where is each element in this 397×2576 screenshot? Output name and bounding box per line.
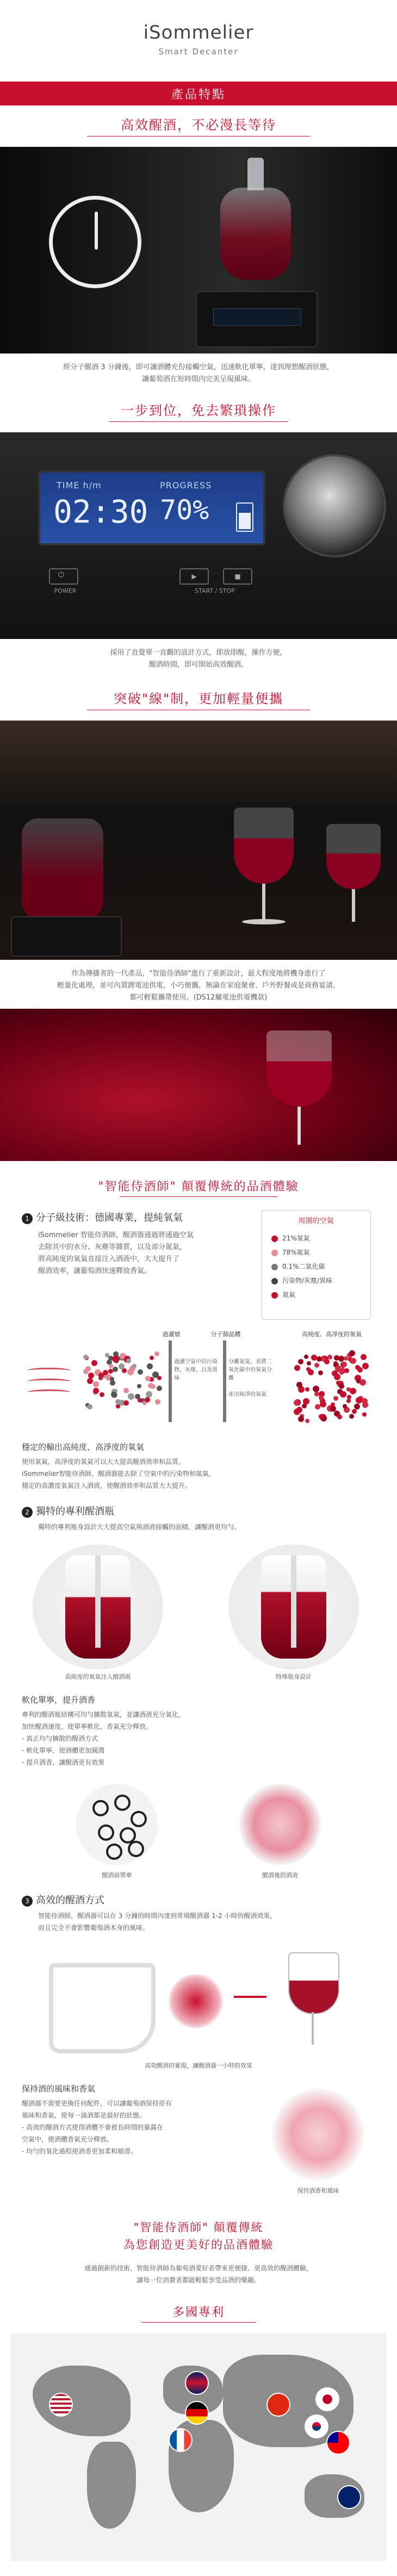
molecule-dot [305,1419,309,1423]
section6-title: 多國專利 [172,2306,225,2319]
molecule-dot [157,1386,162,1391]
section1-caption [0,362,397,386]
tannin-molecule [92,1800,109,1816]
germany-flag-icon [185,2401,209,2425]
flavor-diagram [272,2088,364,2181]
body-line: 風味和香氣，使每一滴酒都是最好的狀態。 [22,2112,146,2119]
molecule-dot [344,1368,349,1373]
molecule-dot [111,1392,117,1398]
play-button[interactable]: ▶ [179,568,209,585]
lcd-time-value: 02:30 [53,493,148,530]
molecule-dot [361,1354,367,1360]
list-item: - 真正均勻擴散的醒酒方式 [22,1735,98,1742]
molecule-dot [155,1399,160,1405]
molecule-dot [314,1363,319,1368]
brand-name: iSommelier [143,22,254,44]
tannin-molecule [128,1841,144,1857]
legend-swatch [271,1264,278,1270]
lifestyle-photo [0,721,397,960]
molecule-dot [303,1398,309,1405]
caption-line: 輕量化處理，並可內置鋰電池供電，小巧便攜，無論在家庭聚會、戶外野餐或是商務宴請， [57,982,340,990]
body-line: 醒酒效率，讓葡萄酒快速釋放香氣。 [38,1267,152,1275]
tannin-block [22,1694,375,1768]
legend-label: 污染物/灰塵/異味 [282,1277,333,1284]
molecule-dot [109,1364,113,1368]
brand-header [0,0,397,65]
molecule-dot [306,1367,311,1371]
body-line: iSommelier智能侍酒師，醒酒器能去除了空氣中的污染物和氮氣， [22,1470,216,1478]
molecule-dot [334,1355,339,1361]
clock-icon [49,196,141,288]
body-line: 讓每一位消費者都能輕鬆享受品酒的樂趣。 [136,2276,260,2284]
molecule-dot [319,1414,324,1419]
point3-title: 高效的醒酒方式 [36,1895,104,1906]
body-line: 醒酒器不需要更換任何配件，可以讓葡萄酒保持原有 [22,2100,172,2107]
divider [109,421,288,422]
uk-flag-icon [185,2371,209,2395]
keep-title: 保持酒的風味和香氣 [22,2084,96,2094]
keep-block [22,2083,239,2157]
molecule-dot [340,1391,346,1398]
molecule-dot [319,1395,324,1400]
lcd-progress-value: 70% [160,494,209,526]
japan-flag-icon [315,2387,339,2411]
list-item: 空氣中，使酒體香氣充分釋放。 [22,2136,114,2143]
molecule-dot [296,1407,302,1413]
section5-title-line1: "智能侍酒師" 顛覆傳統 [133,2221,264,2234]
list-item: - 均勻的氧化過程使酒香更加柔和順滑。 [22,2147,138,2155]
molecule-dot [87,1378,93,1384]
molecule-dot [357,1367,363,1373]
body-line: 加快醒酒速度，使單寧軟化，香氣充分釋放。 [22,1723,153,1730]
molecule-dot [91,1360,97,1366]
start-stop-label: START / STOP [195,587,235,594]
output-note: 產出純淨的氧氣 [228,1392,266,1398]
tannin-after-diagram [239,1784,321,1865]
section1-subtitle: 高效醒酒，不必漫長等待 [121,117,276,133]
molecule-dot [147,1363,153,1369]
molecule-dot [152,1371,159,1378]
molecule-dot [108,1369,113,1374]
map-continent [87,2442,136,2529]
power-button[interactable] [49,568,78,585]
molecule-dot [113,1367,118,1372]
molecule-dot [296,1382,302,1388]
molecule-dot [343,1404,347,1408]
body-line: 使用氧氣，高淨度的氧氣可以大大提高醒酒效率和品質。 [22,1458,185,1466]
legend-title: 周圍的空氣 [298,1217,334,1225]
molecule-dot [344,1356,348,1361]
efficiency-diagram [33,1947,370,2061]
molecule-dot [126,1358,131,1363]
caption-line: 醒酒時間，即可開始高效醒酒。 [148,661,248,669]
caption-line: 採用了直覺單一直觀的設計方式，即放即醒，操作方便， [110,649,287,657]
wine-glass-icon [283,1952,343,2056]
pure-oxygen-cluster [294,1349,370,1425]
molecule-dot [307,1361,311,1365]
body-line: 而且完全不會影響葡萄酒本身的風味。 [38,1924,150,1932]
molecule-dot [93,1388,99,1394]
caption-line: 讓葡萄酒在短時間內完美呈現風味。 [141,375,255,383]
section-header [0,82,397,105]
molecule-dot [138,1369,143,1375]
molecule-dot [346,1387,351,1392]
brand-subtitle: Smart Decanter [158,47,239,57]
china-flag-icon [266,2393,290,2417]
oxygen-burst-icon [169,1974,223,2028]
molecule-dot [318,1370,323,1375]
decanter-diagram-left [33,1544,163,1669]
point3-block [22,1892,375,1934]
legend-item [271,1245,332,1259]
oxygen-label: 高純度的氧氣注入醒酒瓶 [65,1673,131,1680]
list-item: - 提升酒香，讓醒酒更有效果 [22,1759,105,1766]
filter-label: 過濾層 [162,1331,181,1338]
tannin-molecule [106,1843,122,1860]
france-flag-icon [169,2428,193,2452]
body-line: 去除其中的水分、灰塵等雜質，以及部分氮氣， [38,1243,187,1251]
legend-swatch [271,1250,278,1256]
decanter-base [11,916,122,957]
molecule-dot [138,1398,142,1402]
filter-note: 過濾空氣中的污染物，灰塵，以及異味 [174,1359,218,1381]
tannin-title: 軟化單寧，提升酒香 [22,1695,96,1705]
divider [141,2322,256,2323]
molecular-sieve [223,1340,226,1422]
molecule-dot [354,1404,360,1410]
wine-glass-icon [256,1031,343,1156]
tannin-molecule [131,1811,147,1827]
molecule-dot [137,1384,141,1388]
pure-oxygen-label: 高純度、高淨度的氧氣 [302,1331,362,1338]
decanter-illustration [209,158,302,305]
legend-item [271,1274,332,1288]
molecule-dot [127,1369,134,1375]
decanter-side-icon [49,1963,156,2053]
molecule-dot [151,1384,156,1389]
control-panel-photo [0,432,397,639]
legend-swatch [271,1292,278,1299]
molecule-dot [112,1356,119,1362]
molecule-dot [349,1350,355,1356]
molecule-dot [362,1412,367,1417]
step-number: 2 [22,1507,33,1518]
step-number: 1 [22,1213,33,1224]
molecule-dot [362,1402,368,1408]
power-icon: ⏻ [58,570,65,579]
molecule-dot [346,1399,351,1403]
molecule-dot [123,1400,129,1406]
legend-label: 78%氮氣 [282,1249,310,1256]
molecule-dot [313,1386,319,1392]
list-item: - 高效的醒酒方式使得酒體不會被長時間的暴露在 [22,2124,164,2131]
control-knob[interactable] [283,454,386,557]
legend-item [271,1231,332,1245]
wine-glass-icon [223,808,305,933]
molecule-dot [115,1399,121,1405]
point2-block [22,1504,375,1533]
decanter-diagram-right [228,1544,359,1669]
battery-icon [236,502,253,532]
molecule-dot [335,1365,342,1372]
molecule-dot [349,1414,354,1419]
world-map [11,2333,386,2561]
oxygen-flow-diagram [22,1330,375,1433]
molecule-dot [339,1383,344,1389]
stable-block [22,1441,375,1492]
keep-label: 保持酒香和風味 [297,2187,339,2194]
molecule-dot [150,1356,154,1360]
arrow-right-icon [234,1996,266,1998]
molecule-dot [337,1414,342,1419]
legend-label: 氮氣 [282,1291,296,1299]
step-number: 3 [22,1896,33,1907]
section2-subtitle: 一步到位，免去繁瑣操作 [121,403,276,418]
molecule-dot [342,1362,347,1367]
power-label: POWER [54,587,77,594]
decanter-illustration [22,818,103,922]
legend-item [271,1259,332,1274]
taiwan-flag-icon [326,2431,350,2455]
air-molecules [82,1351,163,1411]
sieve-note: 分離氮氣，並將二氧化碳中的氧氣分離 [228,1359,272,1381]
lcd-progress-label: PROGRESS [160,480,212,491]
legend-swatch [271,1278,278,1284]
molecule-dot [331,1402,335,1407]
body-line: iSommelier 智能侍酒師，醒酒器通過將通過空氣 [38,1231,194,1239]
wine-splash-image [0,1009,397,1161]
filter-layer [169,1340,172,1422]
map-continent [33,2366,131,2436]
molecule-dot [93,1381,99,1387]
list-item: - 軟化單寧，使酒體更加圓潤 [22,1747,105,1754]
molecule-dot [119,1363,125,1369]
decanter-base [196,291,318,347]
molecule-dot [298,1416,304,1422]
body-line: 穩定的高濃度氧氣注入酒液，使醒酒效率和品質大大提升。 [22,1482,192,1489]
molecule-dot [294,1400,300,1406]
molecule-dot [110,1377,114,1381]
body-line: 智能侍酒師，醒酒器可以在 3 分鐘的時間內達到常規醒酒器 1-2 小時的醒酒效果， [38,1912,277,1920]
molecule-dot [145,1376,151,1381]
section5-title-line2: 為您創造更美好的品酒體驗 [123,2238,274,2251]
section4-title: "智能侍酒師" 顛覆傳統的品酒體驗 [98,1180,299,1194]
hero-panel [0,147,397,353]
molecule-dot [145,1397,150,1402]
molecule-dot [154,1351,159,1356]
point2-body: 獨特的專利瓶身設計大大提高空氣與酒液接觸的面積，讓醒酒更均勻。 [38,1523,241,1531]
molecule-dot [85,1366,91,1371]
section5-body [0,2262,397,2286]
after-label: 醒酒後的酒液 [262,1872,298,1879]
molecular-label: 分子篩晶體 [210,1331,241,1338]
molecule-dot [132,1364,137,1368]
molecule-dot [87,1404,92,1410]
body-line: 專利的醒酒瓶結構可均勻擴散氧氣，並讓酒液充分氧化， [22,1711,185,1718]
molecule-dot [347,1395,351,1399]
lcd-display [38,470,265,545]
molecule-dot [321,1357,326,1361]
caption-line: 經分子醒酒 3 分鐘後，即可讓酒體充份接觸空氣，迅速軟化單寧，達到理想醒酒狀態， [63,363,334,371]
molecule-dot [83,1355,88,1360]
molecule-dot [352,1409,357,1414]
molecule-dot [100,1392,104,1397]
efficiency-label: 高效醒酒的實現，讓醒酒器一小時的效果 [145,2062,252,2069]
legend-item [271,1288,332,1302]
tannin-molecule [114,1795,131,1811]
legend-label: 21%氧氣 [282,1234,310,1242]
air-legend [261,1210,371,1320]
molecule-dot [88,1373,94,1379]
wine-glass-icon [321,824,386,933]
section-header-title: 產品特點 [171,88,226,102]
molecule-dot [298,1359,303,1364]
molecule-dot [305,1387,309,1392]
molecule-dot [356,1379,361,1383]
lcd-time-label: TIME h/m [57,480,102,491]
korea-flag-icon [305,2414,328,2438]
point2-title: 獨特的專利醒酒瓶 [36,1506,114,1517]
point1-title: 分子級技術：德國專業，提純氧氣 [36,1212,183,1224]
molecule-dot [103,1370,108,1375]
stop-button[interactable]: ■ [223,568,252,585]
caption-line: 都可輕鬆攜帶使用。(DS12屬電池供電機款) [129,994,268,1002]
tannin-before-diagram [76,1784,158,1865]
body-line: 將高純度的氧氣直接注入酒液中，大大提升了 [38,1255,180,1263]
section2-caption [0,647,397,671]
molecule-dot [123,1388,129,1393]
body-line: 通過創新的技術，智能侍酒師為葡萄酒愛好者帶來更便捷、更高效的醒酒體驗， [84,2264,313,2272]
legend-list [271,1231,332,1302]
molecule-dot [320,1401,326,1407]
australia-flag-icon [337,2485,361,2509]
legend-swatch [271,1236,278,1242]
usa-flag-icon [49,2393,73,2417]
divider [120,1196,277,1197]
caption-line: 作為傳播者的一代產品，"智能侍酒師"進行了重新設計，最大程度地將機身進行了 [71,970,326,978]
tannin-molecule [98,1824,114,1841]
stable-title: 穩定的輸出高純度、高淨度的氧氣 [22,1442,145,1452]
molecule-dot [350,1358,356,1364]
molecule-dot [105,1353,109,1357]
patent-label: 特殊瓶身設計 [276,1673,312,1680]
molecule-dot [304,1355,308,1359]
legend-label: 0.1%二氧化碳 [282,1263,325,1270]
section3-caption [0,968,397,1004]
molecule-dot [333,1396,338,1401]
before-label: 醒酒前單寧 [102,1872,132,1879]
molecule-dot [128,1393,134,1400]
molecule-dot [362,1363,369,1369]
section3-subtitle: 突破"線"制，更加輕量便攜 [113,691,284,706]
molecule-dot [294,1365,300,1371]
air-wave-icon [27,1357,76,1406]
